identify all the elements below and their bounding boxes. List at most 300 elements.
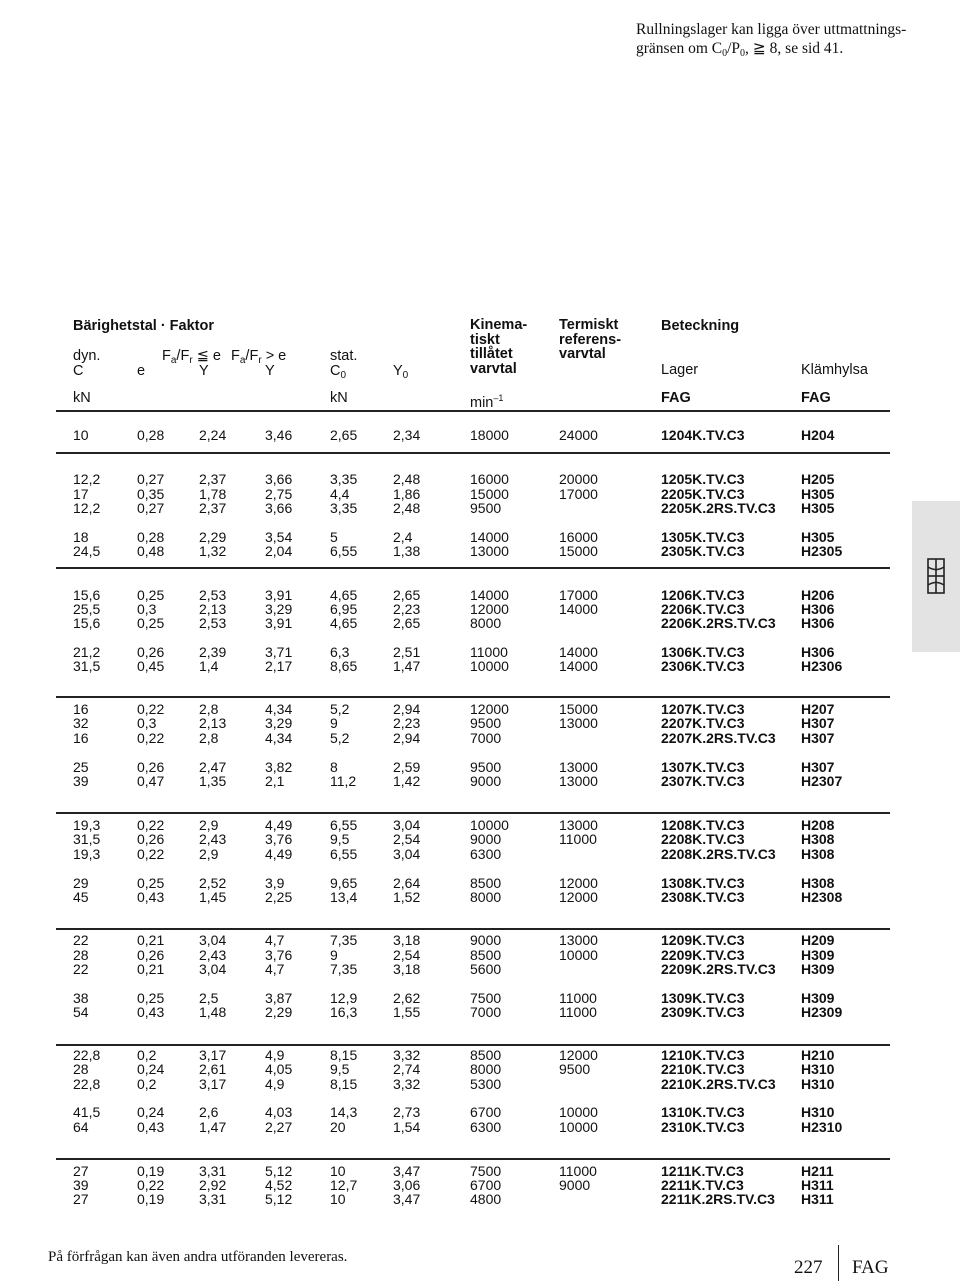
factor-y0: 1,47 bbox=[393, 658, 421, 674]
factor-e: 0,48 bbox=[137, 543, 165, 559]
factor-y1: 3,17 bbox=[199, 1076, 227, 1092]
bearing-designation: 1207K.TV.C3 bbox=[661, 701, 745, 717]
sleeve-designation: H2310 bbox=[801, 1119, 843, 1135]
load-stat: 9 bbox=[330, 947, 338, 963]
speed-thermal: 16000 bbox=[559, 529, 598, 545]
factor-y1: 2,13 bbox=[199, 715, 227, 731]
load-stat: 4,4 bbox=[330, 486, 350, 502]
load-stat: 13,4 bbox=[330, 889, 358, 905]
sleeve-designation: H306 bbox=[801, 644, 835, 660]
sleeve-designation: H308 bbox=[801, 875, 835, 891]
factor-y2: 3,71 bbox=[265, 644, 293, 660]
factor-y2: 4,52 bbox=[265, 1177, 293, 1193]
sleeve-designation: H2309 bbox=[801, 1004, 843, 1020]
factor-y2: 2,75 bbox=[265, 486, 293, 502]
factor-e: 0,21 bbox=[137, 961, 165, 977]
factor-y2: 3,66 bbox=[265, 500, 293, 516]
factor-y1: 1,45 bbox=[199, 889, 227, 905]
bearing-designation: 1209K.TV.C3 bbox=[661, 932, 745, 948]
sleeve-designation: H2307 bbox=[801, 773, 843, 789]
factor-y2: 3,66 bbox=[265, 471, 293, 487]
factor-e: 0,3 bbox=[137, 715, 157, 731]
sleeve-designation: H209 bbox=[801, 932, 835, 948]
factor-y0: 2,4 bbox=[393, 529, 413, 545]
speed-thermal: 12000 bbox=[559, 1047, 598, 1063]
factor-y0: 2,94 bbox=[393, 701, 421, 717]
factor-y0: 1,42 bbox=[393, 773, 421, 789]
load-dyn: 29 bbox=[73, 875, 89, 891]
bearing-designation: 1205K.TV.C3 bbox=[661, 471, 745, 487]
load-stat: 8,15 bbox=[330, 1047, 358, 1063]
factor-y2: 2,27 bbox=[265, 1119, 293, 1135]
load-stat: 6,95 bbox=[330, 601, 358, 617]
factor-y1: 2,29 bbox=[199, 529, 227, 545]
speed-thermal: 10000 bbox=[559, 947, 598, 963]
factor-y2: 3,29 bbox=[265, 601, 293, 617]
speed-kinematic: 6700 bbox=[470, 1104, 502, 1120]
bearing-designation: 1305K.TV.C3 bbox=[661, 529, 745, 545]
factor-y1: 2,37 bbox=[199, 500, 227, 516]
sleeve-designation: H2306 bbox=[801, 658, 843, 674]
factor-y1: 2,43 bbox=[199, 947, 227, 963]
factor-y0: 3,04 bbox=[393, 817, 421, 833]
speed-kinematic: 12000 bbox=[470, 701, 509, 717]
top-note-text: ≧ 8, se sid 41. bbox=[752, 40, 844, 57]
table-row bbox=[0, 1119, 960, 1135]
factor-e: 0,24 bbox=[137, 1104, 165, 1120]
factor-y2: 2,29 bbox=[265, 1004, 293, 1020]
sleeve-designation: H309 bbox=[801, 961, 835, 977]
factor-y0: 1,52 bbox=[393, 889, 421, 905]
speed-thermal: 11000 bbox=[559, 990, 597, 1006]
speed-thermal: 10000 bbox=[559, 1119, 598, 1135]
sleeve-designation: H310 bbox=[801, 1076, 835, 1092]
factor-y0: 2,73 bbox=[393, 1104, 421, 1120]
header-col-y2: Y bbox=[265, 363, 275, 379]
load-stat: 3,35 bbox=[330, 471, 358, 487]
load-dyn: 18 bbox=[73, 529, 89, 545]
bearing-designation: 2209K.TV.C3 bbox=[661, 947, 745, 963]
factor-y2: 3,87 bbox=[265, 990, 293, 1006]
factor-e: 0,43 bbox=[137, 889, 165, 905]
top-note-line2: gränsen om $C_0/P_0$, ≧ 8, se sid 41. bbox=[636, 40, 844, 59]
bearing-designation: 1309K.TV.C3 bbox=[661, 990, 745, 1006]
load-dyn: 28 bbox=[73, 947, 89, 963]
load-dyn: 31,5 bbox=[73, 831, 101, 847]
load-stat: 6,55 bbox=[330, 846, 358, 862]
speed-kinematic: 6300 bbox=[470, 1119, 502, 1135]
factor-y1: 1,4 bbox=[199, 658, 219, 674]
bearing-designation: 2206K.2RS.TV.C3 bbox=[661, 615, 776, 631]
factor-e: 0,26 bbox=[137, 947, 165, 963]
factor-e: 0,27 bbox=[137, 471, 165, 487]
speed-thermal: 11000 bbox=[559, 1163, 597, 1179]
factor-y1: 2,6 bbox=[199, 1104, 219, 1120]
table-row bbox=[0, 889, 960, 905]
factor-e: 0,43 bbox=[137, 1004, 165, 1020]
load-stat: 5,2 bbox=[330, 701, 350, 717]
factor-y2: 4,7 bbox=[265, 932, 285, 948]
factor-e: 0,25 bbox=[137, 875, 165, 891]
load-dyn: 54 bbox=[73, 1004, 89, 1020]
load-stat: 5 bbox=[330, 529, 338, 545]
factor-y1: 3,04 bbox=[199, 961, 227, 977]
sleeve-designation: H306 bbox=[801, 601, 835, 617]
speed-thermal: 14000 bbox=[559, 644, 598, 660]
factor-y0: 2,59 bbox=[393, 759, 421, 775]
factor-y1: 2,5 bbox=[199, 990, 219, 1006]
factor-y2: 4,34 bbox=[265, 701, 293, 717]
speed-kinematic: 7000 bbox=[470, 730, 502, 746]
factor-y1: 3,17 bbox=[199, 1047, 227, 1063]
factor-y0: 2,34 bbox=[393, 427, 421, 443]
factor-y2: 2,04 bbox=[265, 543, 293, 559]
speed-kinematic: 16000 bbox=[470, 471, 509, 487]
sleeve-designation: H2308 bbox=[801, 889, 843, 905]
sleeve-designation: H305 bbox=[801, 500, 835, 516]
factor-y0: 2,65 bbox=[393, 587, 421, 603]
table-row bbox=[0, 1104, 960, 1120]
load-dyn: 22,8 bbox=[73, 1047, 101, 1063]
load-dyn: 28 bbox=[73, 1061, 89, 1077]
speed-kinematic: 10000 bbox=[470, 817, 509, 833]
factor-e: 0,35 bbox=[137, 486, 165, 502]
load-stat: 10 bbox=[330, 1163, 346, 1179]
factor-y1: 3,31 bbox=[199, 1163, 227, 1179]
bearing-designation: 1206K.TV.C3 bbox=[661, 587, 745, 603]
factor-y2: 5,12 bbox=[265, 1163, 293, 1179]
top-note-sub: 0 bbox=[722, 48, 728, 59]
speed-kinematic: 8500 bbox=[470, 947, 502, 963]
bearing-designation: 1306K.TV.C3 bbox=[661, 644, 745, 660]
factor-y2: 2,25 bbox=[265, 889, 293, 905]
factor-e: 0,22 bbox=[137, 730, 165, 746]
factor-y1: 2,53 bbox=[199, 587, 227, 603]
factor-e: 0,2 bbox=[137, 1047, 157, 1063]
speed-kinematic: 15000 bbox=[470, 486, 509, 502]
table-row bbox=[0, 1191, 960, 1207]
header-col-y0: $Y_0$ bbox=[393, 363, 409, 381]
factor-e: 0,22 bbox=[137, 846, 165, 862]
factor-y0: 2,62 bbox=[393, 990, 421, 1006]
load-dyn: 39 bbox=[73, 1177, 89, 1193]
load-dyn: 39 bbox=[73, 773, 89, 789]
header-unit-min: $\min^{-1}$ bbox=[470, 393, 504, 411]
factor-y1: 1,48 bbox=[199, 1004, 227, 1020]
table-row bbox=[0, 471, 960, 487]
table-row bbox=[0, 730, 960, 746]
load-stat: 20 bbox=[330, 1119, 346, 1135]
bearing-designation: 2205K.TV.C3 bbox=[661, 486, 745, 502]
bearing-designation: 2211K.TV.C3 bbox=[661, 1177, 744, 1193]
bearing-designation: 1211K.TV.C3 bbox=[661, 1163, 744, 1179]
load-stat: 9,5 bbox=[330, 831, 350, 847]
top-note-line1: Rullningslager kan ligga över uttmattnings- bbox=[636, 21, 907, 38]
load-dyn: 16 bbox=[73, 730, 89, 746]
sleeve-designation: H306 bbox=[801, 615, 835, 631]
load-dyn: 22,8 bbox=[73, 1076, 101, 1092]
load-dyn: 45 bbox=[73, 889, 89, 905]
speed-kinematic: 11000 bbox=[470, 644, 508, 660]
factor-y1: 2,9 bbox=[199, 817, 219, 833]
page-number: 227 bbox=[794, 1257, 823, 1278]
load-dyn: 25,5 bbox=[73, 601, 101, 617]
speed-kinematic: 9000 bbox=[470, 831, 502, 847]
top-note-text: /P bbox=[727, 40, 741, 57]
factor-y0: 1,54 bbox=[393, 1119, 421, 1135]
table-row bbox=[0, 1076, 960, 1092]
sleeve-designation: H311 bbox=[801, 1191, 834, 1207]
load-dyn: 16 bbox=[73, 701, 89, 717]
load-stat: 2,65 bbox=[330, 427, 358, 443]
factor-y1: 2,8 bbox=[199, 730, 219, 746]
load-dyn: 19,3 bbox=[73, 846, 101, 862]
sleeve-designation: H208 bbox=[801, 817, 835, 833]
speed-kinematic: 5600 bbox=[470, 961, 502, 977]
factor-y0: 2,48 bbox=[393, 471, 421, 487]
header-group-title: Bärighetstal · Faktor bbox=[73, 318, 214, 334]
factor-e: 0,27 bbox=[137, 500, 165, 516]
load-dyn: 32 bbox=[73, 715, 89, 731]
load-stat: 8,65 bbox=[330, 658, 358, 674]
factor-y0: 1,86 bbox=[393, 486, 421, 502]
header-kinematic: Kinema- tiskt tillåtet varvtal bbox=[470, 317, 528, 377]
table-row bbox=[0, 715, 960, 731]
factor-y1: 2,37 bbox=[199, 471, 227, 487]
header-sleeve: Klämhylsa bbox=[801, 362, 868, 378]
factor-e: 0,19 bbox=[137, 1191, 165, 1207]
table-row bbox=[0, 773, 960, 789]
sleeve-designation: H307 bbox=[801, 730, 835, 746]
header-brand-bearing: FAG bbox=[661, 390, 691, 406]
factor-y2: 3,46 bbox=[265, 427, 293, 443]
factor-y2: 4,49 bbox=[265, 846, 293, 862]
speed-kinematic: 9500 bbox=[470, 500, 502, 516]
factor-e: 0,22 bbox=[137, 701, 165, 717]
factor-e: 0,21 bbox=[137, 932, 165, 948]
load-stat: 16,3 bbox=[330, 1004, 358, 1020]
factor-y2: 2,17 bbox=[265, 658, 293, 674]
table-row bbox=[0, 543, 960, 559]
header-col-y1: Y bbox=[199, 363, 209, 379]
sleeve-designation: H2305 bbox=[801, 543, 843, 559]
bearing-designation: 2210K.TV.C3 bbox=[661, 1061, 745, 1077]
speed-thermal: 11000 bbox=[559, 1004, 597, 1020]
factor-y2: 3,76 bbox=[265, 831, 293, 847]
factor-y2: 2,1 bbox=[265, 773, 285, 789]
top-note-text: gränsen om C bbox=[636, 40, 723, 57]
factor-y0: 3,47 bbox=[393, 1191, 421, 1207]
speed-thermal: 24000 bbox=[559, 427, 598, 443]
table-row bbox=[0, 427, 960, 443]
footnote: På förfrågan kan även andra utföranden levereras. bbox=[48, 1249, 348, 1265]
factor-y0: 2,54 bbox=[393, 831, 421, 847]
factor-y1: 2,39 bbox=[199, 644, 227, 660]
factor-e: 0,3 bbox=[137, 601, 157, 617]
speed-thermal: 11000 bbox=[559, 831, 597, 847]
footer-divider bbox=[838, 1245, 839, 1281]
speed-thermal: 17000 bbox=[559, 486, 598, 502]
bearing-designation: 1210K.TV.C3 bbox=[661, 1047, 745, 1063]
factor-y0: 2,23 bbox=[393, 715, 421, 731]
factor-y0: 2,54 bbox=[393, 947, 421, 963]
header-col-c: C bbox=[73, 363, 84, 379]
sleeve-designation: H309 bbox=[801, 990, 835, 1006]
speed-kinematic: 8000 bbox=[470, 889, 502, 905]
table-row bbox=[0, 1004, 960, 1020]
factor-e: 0,25 bbox=[137, 990, 165, 1006]
load-dyn: 15,6 bbox=[73, 587, 101, 603]
factor-y0: 1,38 bbox=[393, 543, 421, 559]
top-note-sub: 0 bbox=[740, 48, 746, 59]
table-row bbox=[0, 932, 960, 948]
bearing-designation: 2207K.2RS.TV.C3 bbox=[661, 730, 776, 746]
factor-e: 0,24 bbox=[137, 1061, 165, 1077]
sleeve-designation: H311 bbox=[801, 1177, 834, 1193]
speed-thermal: 14000 bbox=[559, 601, 598, 617]
bearing-designation: 2207K.TV.C3 bbox=[661, 715, 745, 731]
header-brand-sleeve: FAG bbox=[801, 390, 831, 406]
factor-y0: 3,18 bbox=[393, 932, 421, 948]
speed-kinematic: 18000 bbox=[470, 427, 509, 443]
load-stat: 9 bbox=[330, 715, 338, 731]
factor-e: 0,25 bbox=[137, 615, 165, 631]
load-dyn: 27 bbox=[73, 1191, 89, 1207]
factor-e: 0,22 bbox=[137, 817, 165, 833]
factor-e: 0,28 bbox=[137, 529, 165, 545]
factor-y2: 4,7 bbox=[265, 961, 285, 977]
load-stat: 5,2 bbox=[330, 730, 350, 746]
sleeve-designation: H307 bbox=[801, 715, 835, 731]
speed-kinematic: 13000 bbox=[470, 543, 509, 559]
sleeve-designation: H206 bbox=[801, 587, 835, 603]
factor-y1: 2,61 bbox=[199, 1061, 227, 1077]
speed-kinematic: 14000 bbox=[470, 529, 509, 545]
factor-y0: 3,32 bbox=[393, 1047, 421, 1063]
bearing-designation: 2307K.TV.C3 bbox=[661, 773, 745, 789]
factor-y0: 3,06 bbox=[393, 1177, 421, 1193]
factor-e: 0,22 bbox=[137, 1177, 165, 1193]
speed-kinematic: 8500 bbox=[470, 1047, 502, 1063]
factor-y1: 2,8 bbox=[199, 701, 219, 717]
table-row bbox=[0, 658, 960, 674]
table-row bbox=[0, 846, 960, 862]
speed-thermal: 13000 bbox=[559, 759, 598, 775]
table-row bbox=[0, 1061, 960, 1077]
load-stat: 3,35 bbox=[330, 500, 358, 516]
load-dyn: 64 bbox=[73, 1119, 89, 1135]
sleeve-designation: H308 bbox=[801, 846, 835, 862]
speed-thermal: 14000 bbox=[559, 658, 598, 674]
speed-thermal: 13000 bbox=[559, 932, 598, 948]
bearing-section-icon bbox=[924, 556, 948, 596]
factor-y1: 3,31 bbox=[199, 1191, 227, 1207]
factor-y1: 2,43 bbox=[199, 831, 227, 847]
load-dyn: 25 bbox=[73, 759, 89, 775]
bearing-designation: 1308K.TV.C3 bbox=[661, 875, 745, 891]
load-stat: 7,35 bbox=[330, 961, 358, 977]
load-dyn: 10 bbox=[73, 427, 89, 443]
factor-e: 0,47 bbox=[137, 773, 165, 789]
load-stat: 8 bbox=[330, 759, 338, 775]
factor-y0: 2,65 bbox=[393, 615, 421, 631]
load-stat: 4,65 bbox=[330, 615, 358, 631]
header-dyn: dyn. bbox=[73, 348, 101, 364]
load-stat: 4,65 bbox=[330, 587, 358, 603]
speed-kinematic: 6700 bbox=[470, 1177, 502, 1193]
load-stat: 9,65 bbox=[330, 875, 358, 891]
sleeve-designation: H310 bbox=[801, 1104, 835, 1120]
load-dyn: 24,5 bbox=[73, 543, 101, 559]
speed-kinematic: 7000 bbox=[470, 1004, 502, 1020]
factor-y2: 3,54 bbox=[265, 529, 293, 545]
load-stat: 8,15 bbox=[330, 1076, 358, 1092]
header-unit-kn-stat: kN bbox=[330, 390, 348, 406]
speed-thermal: 15000 bbox=[559, 543, 598, 559]
bearing-designation: 1208K.TV.C3 bbox=[661, 817, 745, 833]
sleeve-designation: H211 bbox=[801, 1163, 834, 1179]
load-stat: 12,7 bbox=[330, 1177, 358, 1193]
speed-thermal: 12000 bbox=[559, 889, 598, 905]
bearing-designation: 2306K.TV.C3 bbox=[661, 658, 745, 674]
factor-y2: 4,03 bbox=[265, 1104, 293, 1120]
sleeve-designation: H310 bbox=[801, 1061, 835, 1077]
factor-y1: 2,24 bbox=[199, 427, 227, 443]
factor-y0: 2,64 bbox=[393, 875, 421, 891]
load-dyn: 17 bbox=[73, 486, 89, 502]
factor-y0: 3,04 bbox=[393, 846, 421, 862]
load-dyn: 19,3 bbox=[73, 817, 101, 833]
header-designation: Beteckning bbox=[661, 318, 740, 334]
speed-kinematic: 7500 bbox=[470, 990, 502, 1006]
factor-e: 0,19 bbox=[137, 1163, 165, 1179]
bearing-designation: 1307K.TV.C3 bbox=[661, 759, 745, 775]
speed-thermal: 13000 bbox=[559, 773, 598, 789]
factor-y2: 3,82 bbox=[265, 759, 293, 775]
bearing-designation: 2308K.TV.C3 bbox=[661, 889, 745, 905]
table-row bbox=[0, 500, 960, 516]
factor-y0: 1,55 bbox=[393, 1004, 421, 1020]
load-dyn: 12,2 bbox=[73, 471, 101, 487]
factor-y1: 1,47 bbox=[199, 1119, 227, 1135]
speed-thermal: 9000 bbox=[559, 1177, 591, 1193]
factor-y2: 4,9 bbox=[265, 1076, 285, 1092]
load-stat: 9,5 bbox=[330, 1061, 350, 1077]
factor-y1: 2,52 bbox=[199, 875, 227, 891]
bearing-designation: 2209K.2RS.TV.C3 bbox=[661, 961, 776, 977]
speed-kinematic: 9000 bbox=[470, 773, 502, 789]
sleeve-designation: H307 bbox=[801, 759, 835, 775]
load-stat: 14,3 bbox=[330, 1104, 358, 1120]
factor-y2: 4,34 bbox=[265, 730, 293, 746]
table-row bbox=[0, 961, 960, 977]
header-unit-kn-dyn: kN bbox=[73, 390, 91, 406]
sleeve-designation: H305 bbox=[801, 529, 835, 545]
speed-thermal: 10000 bbox=[559, 1104, 598, 1120]
speed-thermal: 9500 bbox=[559, 1061, 591, 1077]
bearing-designation: 2211K.2RS.TV.C3 bbox=[661, 1191, 775, 1207]
bearing-designation: 2208K.2RS.TV.C3 bbox=[661, 846, 776, 862]
load-stat: 6,55 bbox=[330, 817, 358, 833]
factor-y0: 3,32 bbox=[393, 1076, 421, 1092]
factor-y0: 3,47 bbox=[393, 1163, 421, 1179]
sleeve-designation: H308 bbox=[801, 831, 835, 847]
speed-thermal: 13000 bbox=[559, 715, 598, 731]
factor-y0: 2,51 bbox=[393, 644, 421, 660]
sleeve-designation: H210 bbox=[801, 1047, 835, 1063]
factor-y2: 3,9 bbox=[265, 875, 285, 891]
factor-y2: 3,29 bbox=[265, 715, 293, 731]
